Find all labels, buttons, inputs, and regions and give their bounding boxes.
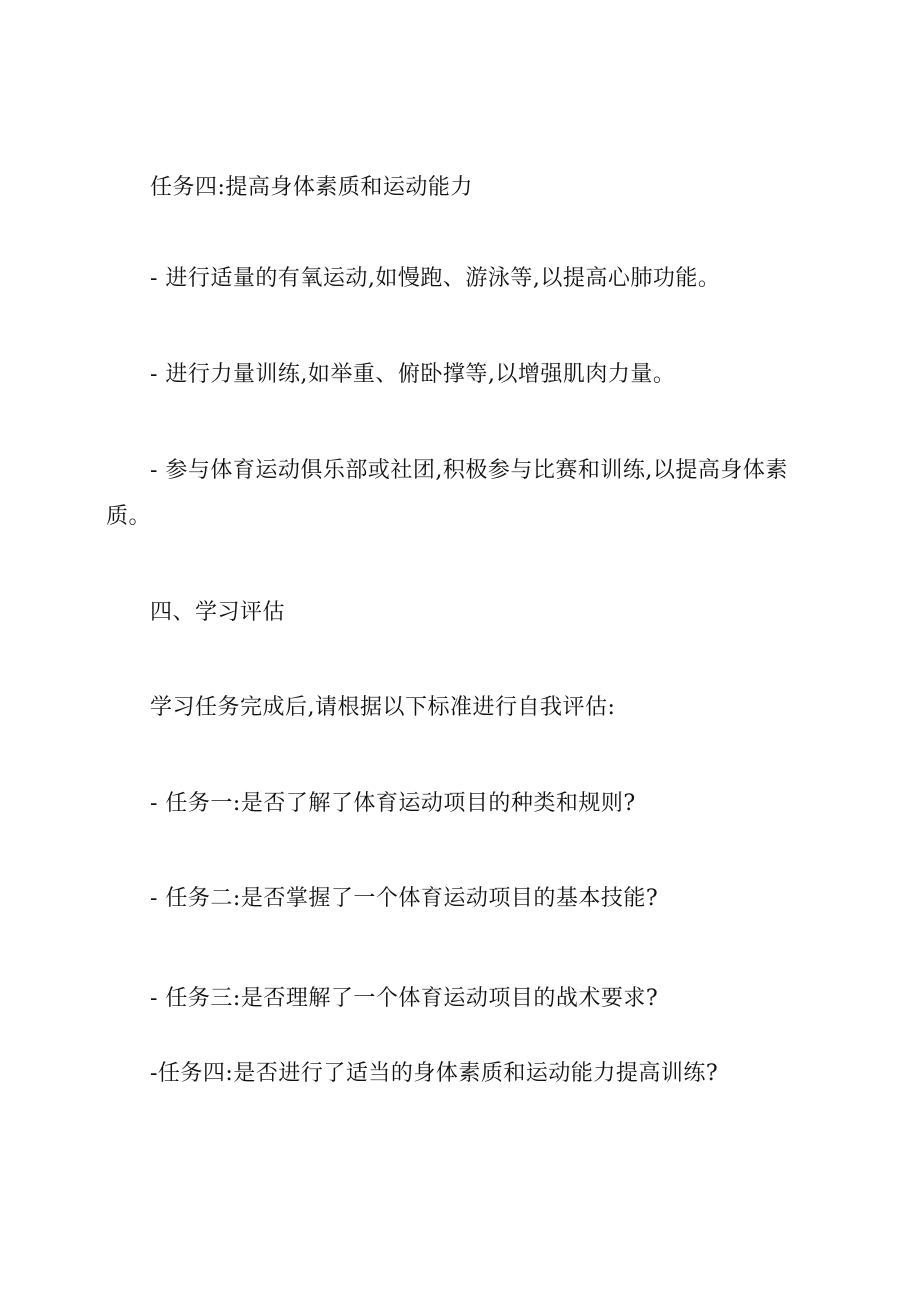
evaluation-item-task2: - 任务二:是否掌握了一个体育运动项目的基本技能? — [150, 886, 659, 911]
evaluation-item-task4: -任务四:是否进行了适当的身体素质和运动能力提高训练? — [150, 1061, 719, 1086]
task4-heading: 任务四:提高身体素质和运动能力 — [150, 175, 473, 200]
task4-item-strength: - 进行力量训练,如举重、俯卧撑等,以增强肌肉力量。 — [150, 362, 676, 387]
task4-item-aerobic: - 进行适量的有氧运动,如慢跑、游泳等,以提高心肺功能。 — [150, 266, 721, 291]
evaluation-intro: 学习任务完成后,请根据以下标准进行自我评估: — [150, 695, 616, 720]
evaluation-heading: 四、学习评估 — [150, 600, 286, 625]
evaluation-item-task3: - 任务三:是否理解了一个体育运动项目的战术要求? — [150, 986, 659, 1011]
evaluation-item-task1: - 任务一:是否了解了体育运动项目的种类和规则? — [150, 791, 636, 816]
task4-item-club: - 参与体育运动俱乐部或社团,积极参与比赛和训练,以提高身体素质。 — [106, 458, 788, 529]
